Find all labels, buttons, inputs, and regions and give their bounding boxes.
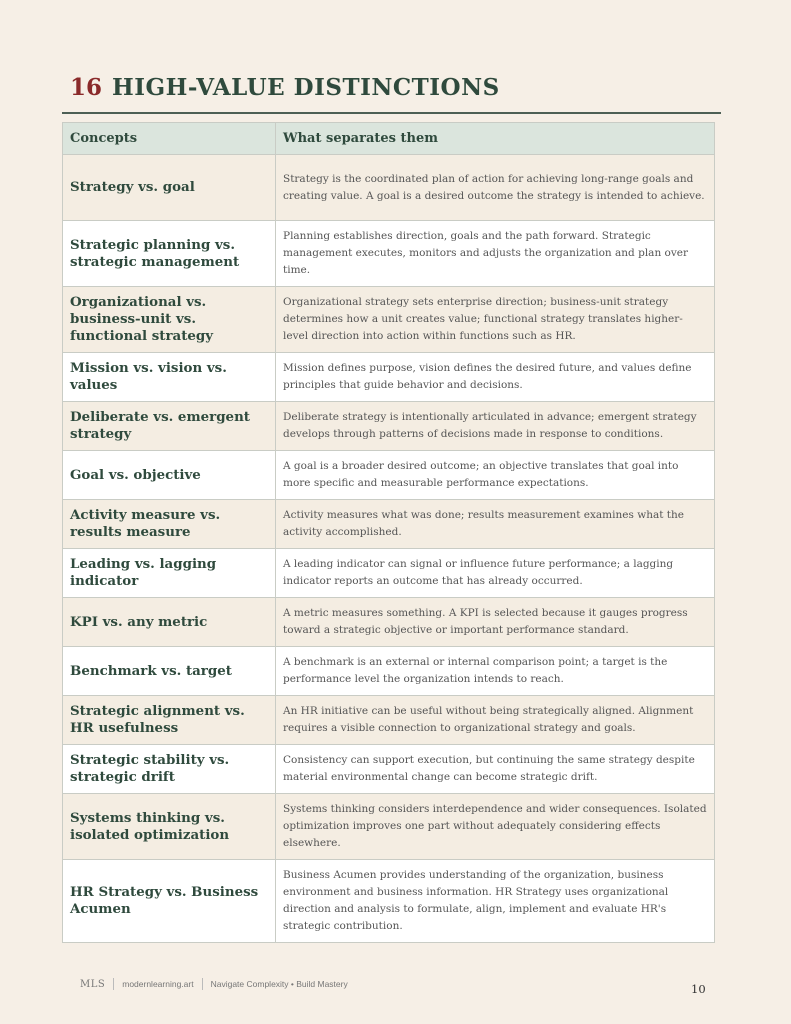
table-row (63, 500, 715, 549)
table-row (63, 353, 715, 402)
concept-cell: Goal vs. objective (63, 451, 276, 500)
table-row (63, 745, 715, 794)
table-row (63, 549, 715, 598)
description-cell: A leading indicator can signal or influence future performance; a lagging indicator reports an outcome that has already occurred. (276, 549, 715, 598)
table-row (63, 287, 715, 353)
table-row (63, 794, 715, 860)
description-cell: Strategy is the coordinated plan of action for achieving long-range goals and creating value. A goal is a desired outcome the strategy is intended to achieve. (276, 155, 715, 221)
table-row (63, 155, 715, 221)
section-title: HIGH-VALUE DISTINCTIONS (112, 74, 500, 101)
table-header-row (63, 123, 715, 155)
concept-cell: Strategic stability vs. strategic drift (63, 745, 276, 794)
footer-divider (113, 978, 114, 990)
concept-cell: Strategic alignment vs. HR usefulness (63, 696, 276, 745)
heading-rule (62, 112, 721, 114)
table-row (63, 451, 715, 500)
concept-cell: Deliberate vs. emergent strategy (63, 402, 276, 451)
column-header-description: What separates them (276, 123, 715, 155)
concept-cell: Leading vs. lagging indicator (63, 549, 276, 598)
footer-tagline: Navigate Complexity • Build Mastery (210, 979, 348, 989)
footer-divider (202, 978, 203, 990)
footer (80, 978, 348, 990)
description-cell: Consistency can support execution, but continuing the same strategy despite material environmental change can become strategic drift. (276, 745, 715, 794)
table-row (63, 860, 715, 943)
description-cell: Systems thinking considers interdependence and wider consequences. Isolated optimization improves one part without adequately considering effects elsewhere. (276, 794, 715, 860)
table-row (63, 647, 715, 696)
description-cell: A goal is a broader desired outcome; an objective translates that goal into more specific and measurable performance expectations. (276, 451, 715, 500)
concept-cell: HR Strategy vs. Business Acumen (63, 860, 276, 943)
column-header-concepts: Concepts (63, 123, 276, 155)
description-cell: A benchmark is an external or internal comparison point; a target is the performance level the organization intends to reach. (276, 647, 715, 696)
mls-logo: MLS (80, 978, 106, 990)
concept-cell: Activity measure vs. results measure (63, 500, 276, 549)
concept-cell: KPI vs. any metric (63, 598, 276, 647)
footer-site: modernlearning.art (122, 979, 194, 989)
description-cell: Mission defines purpose, vision defines the desired future, and values define principles that guide behavior and decisions. (276, 353, 715, 402)
concept-cell: Organizational vs. business-unit vs. functional strategy (63, 287, 276, 353)
section-heading (70, 74, 500, 101)
concept-cell: Strategic planning vs. strategic management (63, 221, 276, 287)
description-cell: Organizational strategy sets enterprise direction; business-unit strategy determines how a unit creates value; functional strategy translates higher-level direction into action within functions such as HR. (276, 287, 715, 353)
table-row (63, 221, 715, 287)
description-cell: A metric measures something. A KPI is selected because it gauges progress toward a strategic objective or important performance standard. (276, 598, 715, 647)
concept-cell: Systems thinking vs. isolated optimization (63, 794, 276, 860)
concept-cell: Mission vs. vision vs. values (63, 353, 276, 402)
description-cell: Planning establishes direction, goals and the path forward. Strategic management executes, monitors and adjusts the organization and plan over time. (276, 221, 715, 287)
description-cell: Deliberate strategy is intentionally articulated in advance; emergent strategy develops through patterns of decisions made in response to conditions. (276, 402, 715, 451)
description-cell: Activity measures what was done; results measurement examines what the activity accomplished. (276, 500, 715, 549)
distinctions-table (62, 122, 715, 943)
concept-cell: Strategy vs. goal (63, 155, 276, 221)
description-cell: An HR initiative can be useful without being strategically aligned. Alignment requires a visible connection to organizational strategy and goals. (276, 696, 715, 745)
description-cell: Business Acumen provides understanding of the organization, business environment and business information. HR Strategy uses organizational direction and analysis to formulate, align, implement and evaluate HR's strategic contribution. (276, 860, 715, 943)
page-number: 10 (691, 982, 706, 996)
table-row (63, 402, 715, 451)
table-row (63, 696, 715, 745)
section-number: 16 (70, 74, 103, 101)
concept-cell: Benchmark vs. target (63, 647, 276, 696)
table-row (63, 598, 715, 647)
